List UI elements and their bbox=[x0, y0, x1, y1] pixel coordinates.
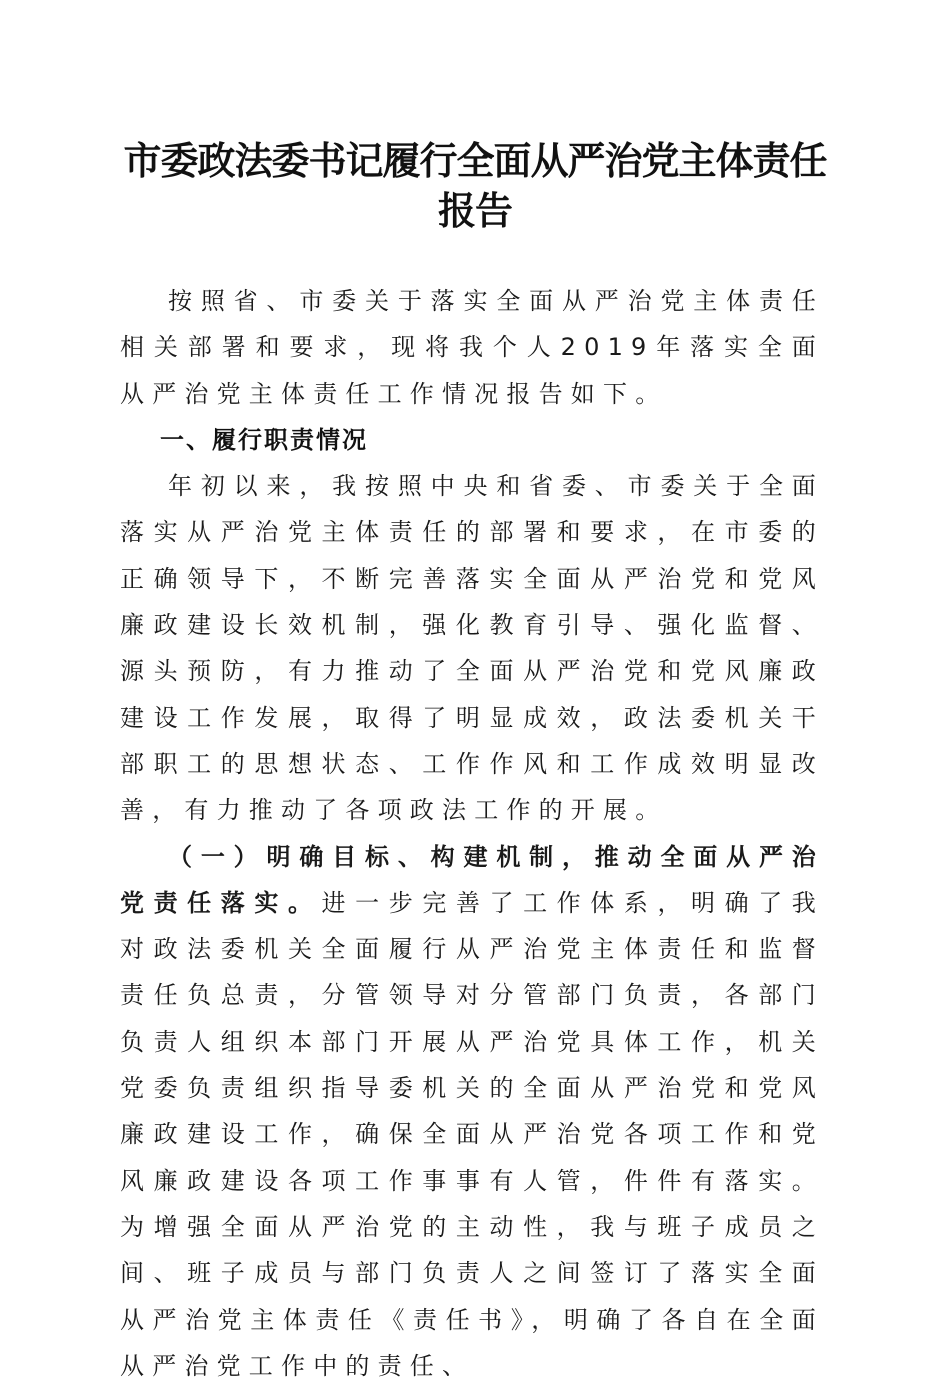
subsection-paragraph bbox=[120, 834, 824, 1389]
document-body bbox=[120, 278, 824, 1389]
body-paragraph: 年初以来，我按照中央和省委、市委关于全面落实从严治党主体责任的部署和要求，在市委的正确领导下，不断完善落实全面从严治党和党风廉政建设长效机制，强化教育引导、强化监督、源头预防，有力推动了全面从严治党和党风廉政建设工作发展，取得了明显成效，政法委机关干部职工的思想状态、工作作风和工作成效明显改善，有力推动了各项政法工作的开展。 bbox=[120, 472, 824, 825]
section-heading: 一、履行职责情况 bbox=[160, 425, 368, 454]
intro-paragraph: 按照省、市委关于落实全面从严治党主体责任相关部署和要求，现将我个人2019年落实全面从严治党主体责任工作情况报告如下。 bbox=[120, 287, 824, 408]
subsection-heading: （一）明确目标、构建机制，推动全面从严治党责任落实。 bbox=[120, 842, 824, 917]
subsection-text: 进一步完善了工作体系，明确了我对政法委机关全面履行从严治党主体责任和监督责任负总责，分管领导对分管部门负责，各部门负责人组织本部门开展从严治党具体工作，机关党委负责组织指导委机关的全面从严治党和党风廉政建设工作，确保全面从严治党各项工作和党风廉政建设各项工作事事有人管，件件有落实。为增强全面从严治党的主动性，我与班子成员之间、班子成员与部门负责人之间签订了落实全面从严治党主体责任《责任书》，明确了各自在全面从严治党工作中的责任、 bbox=[120, 888, 825, 1380]
document-title: 市委政法委书记履行全面从严治党主体责任报告 bbox=[123, 138, 827, 233]
